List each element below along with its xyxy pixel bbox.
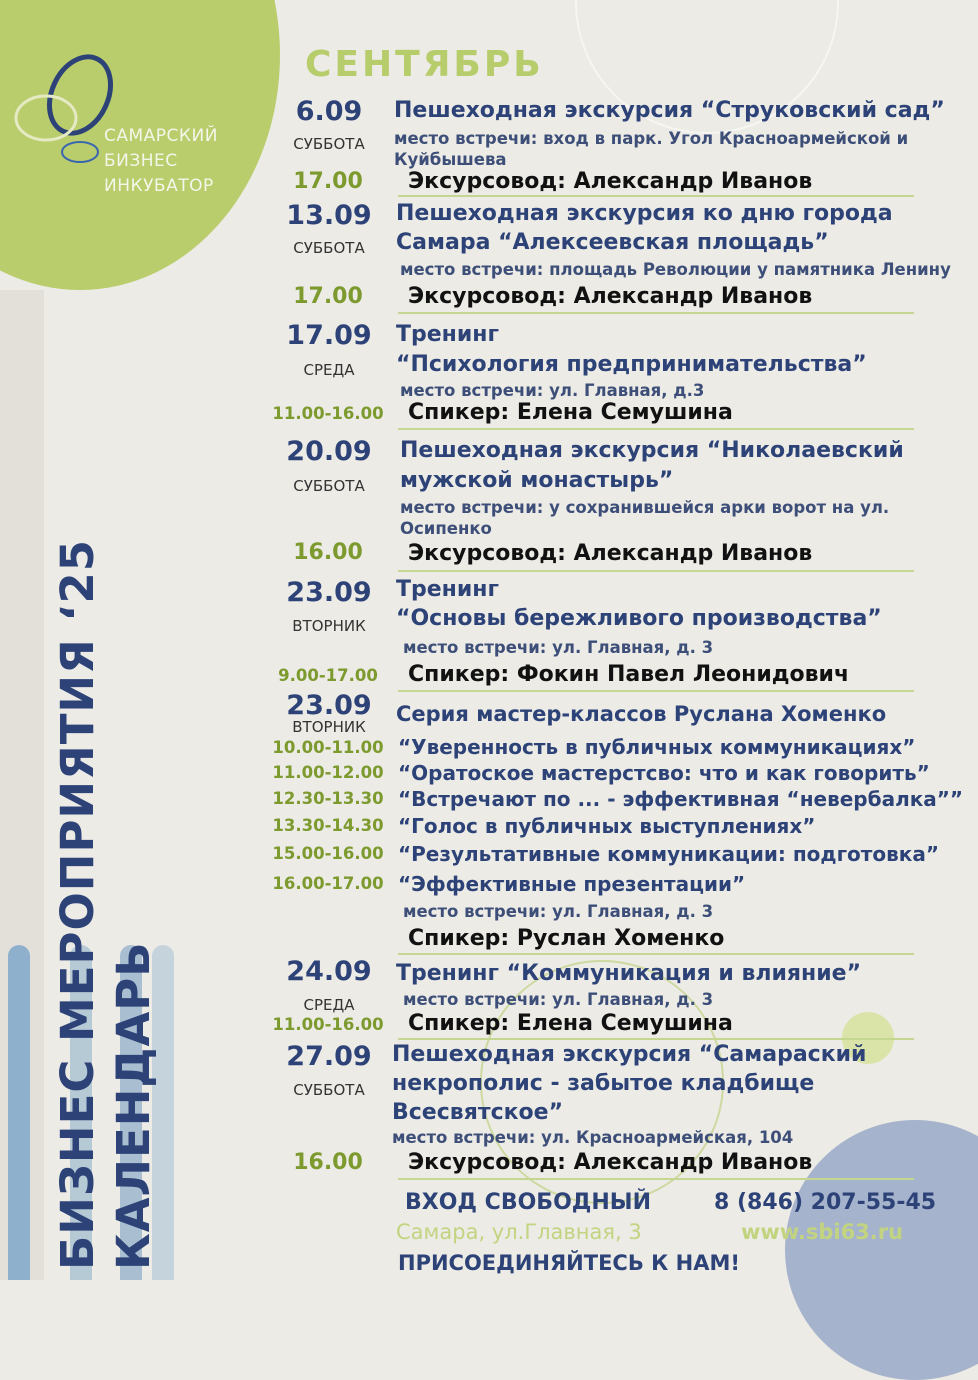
session-time: 16.00-17.00 — [272, 874, 384, 893]
entry-free: ВХОД СВОБОДНЫЙ — [405, 1190, 651, 1215]
session-time: 15.00-16.00 — [272, 844, 384, 863]
session-title: “Голос в публичных выступлениях” — [398, 814, 816, 838]
event-host: Спикер: Елена Семушина — [408, 400, 733, 425]
event-host: Спикер: Фокин Павел Леонидович — [408, 662, 850, 687]
event-weekday: ВТОРНИК — [292, 617, 366, 635]
event-date: 13.09 — [286, 200, 372, 231]
event-date: 20.09 — [286, 436, 372, 467]
event-place: место встречи: ул. Главная, д. 3 — [403, 638, 714, 657]
event-host: Эксурсовод: Александр Иванов — [408, 541, 813, 566]
phone-number[interactable]: 8 (846) 207-55-45 — [714, 1190, 937, 1215]
event-date: 23.09 — [286, 577, 372, 608]
event-date: 23.09 — [286, 690, 372, 721]
divider — [398, 195, 914, 197]
event-time: 9.00-17.00 — [278, 666, 378, 685]
event-title: “Психология предпринимательства” — [396, 352, 867, 377]
event-weekday: СУББОТА — [293, 477, 365, 495]
website-link[interactable]: www.sbi63.ru — [741, 1220, 904, 1244]
session-time: 11.00-12.00 — [272, 763, 384, 782]
event-weekday: СУББОТА — [293, 1081, 365, 1099]
event-place: место встречи: ул. Главная, д. 3 — [403, 902, 714, 921]
event-title: Тренинг “Коммуникация и влияние” — [396, 961, 862, 986]
event-date: 27.09 — [286, 1041, 372, 1072]
event-title: Тренинг — [396, 322, 499, 347]
event-title: Самара “Алексеевская площадь” — [396, 230, 829, 255]
event-host: Спикер: Руслан Хоменко — [408, 926, 725, 951]
event-time: 16.00 — [293, 540, 363, 565]
event-title: Тренинг — [396, 577, 499, 602]
blue-circle-decor — [785, 1120, 978, 1380]
brand-line: БИЗНЕС — [104, 151, 178, 171]
event-time: 11.00-16.00 — [272, 1015, 384, 1034]
month-title: СЕНТЯБРЬ — [305, 44, 544, 85]
logo-icon — [8, 40, 118, 180]
side-title-line2: КАЛЕНДАРЬ — [107, 941, 160, 1270]
divider — [398, 690, 914, 692]
event-weekday: СУББОТА — [293, 239, 365, 257]
event-title: “Основы бережливого производства” — [396, 606, 882, 631]
event-place: Осипенко — [400, 519, 492, 538]
session-title: “Оратоское мастерстсво: что и как говорить” — [398, 761, 930, 785]
session-title: “Встречают по ... - эффективная “невербалка”” — [398, 787, 964, 811]
divider — [398, 428, 914, 430]
event-host: Эксурсовод: Александр Иванов — [408, 1150, 813, 1175]
event-weekday: СРЕДА — [303, 361, 355, 379]
event-title: Пешеходная экскурсия ко дню города — [396, 201, 893, 226]
event-date: 17.09 — [286, 320, 372, 351]
event-place: место встречи: вход в парк. Угол Красноармейской и — [394, 129, 909, 148]
join-call: ПРИСОЕДИНЯЙТЕСЬ К НАМ! — [398, 1251, 740, 1275]
event-place: Куйбышева — [394, 150, 507, 169]
event-time: 17.00 — [293, 169, 363, 194]
event-title: Всесвятское” — [392, 1100, 564, 1125]
event-title: Пешеходная экскурсия “Николаевский — [400, 438, 904, 463]
event-title: некрополис - забытое кладбище — [392, 1071, 815, 1096]
event-title: Пешеходная экскурсия “Самараский — [392, 1042, 867, 1067]
side-title-line1: БИЗНЕС МЕРОПРИЯТИЯ ‘25 — [51, 538, 104, 1270]
divider — [398, 953, 914, 955]
event-time: 11.00-16.00 — [272, 404, 384, 423]
divider — [398, 570, 914, 572]
event-title: мужской монастырь” — [400, 468, 674, 493]
event-host: Спикер: Елена Семушина — [408, 1011, 733, 1036]
event-weekday: СУББОТА — [293, 135, 365, 153]
event-time: 17.00 — [293, 284, 363, 309]
event-weekday: ВТОРНИК — [292, 718, 366, 736]
session-title: “Результативные коммуникации: подготовка” — [398, 842, 939, 866]
event-host: Эксурсовод: Александр Иванов — [408, 284, 813, 309]
divider — [398, 312, 914, 314]
event-place: место встречи: ул. Главная, д.3 — [400, 381, 705, 400]
event-place: место встречи: ул. Главная, д. 3 — [403, 990, 714, 1009]
session-time: 12.30-13.30 — [272, 789, 384, 808]
event-date: 24.09 — [286, 956, 372, 987]
session-title: “Эффективные презентации” — [398, 872, 746, 896]
brand-name — [104, 124, 218, 199]
session-time: 13.30-14.30 — [272, 816, 384, 835]
event-weekday: СРЕДА — [303, 996, 355, 1014]
event-date: 6.09 — [295, 96, 363, 127]
event-place: место встречи: у сохранившейся арки ворот на ул. — [400, 498, 890, 517]
side-title — [50, 539, 162, 1270]
session-title: “Уверенность в публичных коммуникациях” — [398, 735, 916, 759]
event-place: место встречи: ул. Красноармейская, 104 — [392, 1128, 794, 1147]
session-time: 10.00-11.00 — [272, 738, 384, 757]
address: Самара, ул.Главная, 3 — [396, 1220, 642, 1244]
event-host: Эксурсовод: Александр Иванов — [408, 169, 813, 194]
event-place: место встречи: площадь Революции у памятника Ленину — [400, 260, 951, 279]
brand-line: ИНКУБАТОР — [104, 176, 214, 196]
brand-line: САМАРСКИЙ — [104, 126, 218, 146]
event-title: Серия мастер-классов Руслана Хоменко — [396, 702, 887, 726]
event-title: Пешеходная экскурсия “Струковский сад” — [394, 98, 945, 123]
event-time: 16.00 — [293, 1150, 363, 1175]
stripe — [8, 945, 30, 1280]
divider — [398, 1178, 914, 1180]
